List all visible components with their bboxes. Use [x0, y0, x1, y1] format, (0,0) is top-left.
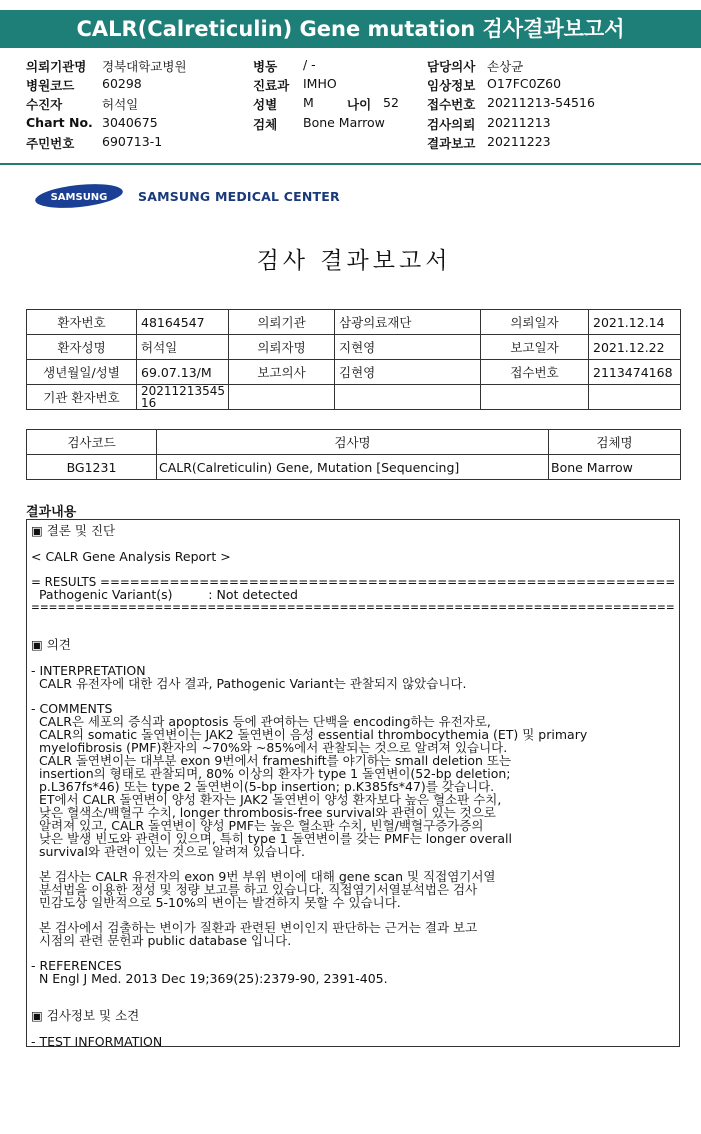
result-line: 분석법을 이용한 정성 및 정량 보고를 하고 있습니다. 직접염기서열분석법은 검사 [31, 882, 478, 897]
header-label: 수진자 [26, 97, 63, 112]
header-value: 20211213 [487, 115, 551, 130]
header-label: 진료과 [253, 78, 290, 93]
table-cell [481, 385, 589, 410]
report-title: 검사 결과보고서 [256, 248, 452, 274]
table-cell: 의뢰기관 [229, 310, 335, 335]
table-cell: Bone Marrow [549, 455, 681, 480]
samsung-logo [34, 183, 124, 209]
table-row [27, 430, 681, 455]
result-line: - TEST INFORMATION [31, 1034, 163, 1049]
patient-info-table [26, 309, 681, 410]
table-cell: 지현영 [335, 335, 481, 360]
table-row [27, 385, 681, 410]
header-label: 검사의뢰 [427, 117, 476, 132]
table-cell: CALR(Calreticulin) Gene, Mutation [Sequencing] [157, 455, 549, 480]
result-line: ========================================================================= [31, 599, 675, 614]
center-name: SAMSUNG MEDICAL CENTER [138, 189, 340, 204]
table-cell: 의뢰자명 [229, 335, 335, 360]
result-line: ET에서 CALR 돌연변이 양성 환자는 JAK2 돌연변이 양성 환자보다 높은 혈소판 수치, [31, 792, 502, 807]
result-line: 본 검사는 CALR 유전자의 exon 9번 부위 변이에 대해 gene scan 및 직접염기서열 [31, 869, 496, 884]
table-cell: 환자성명 [27, 335, 137, 360]
table-cell: 기관 환자번호 [27, 385, 137, 410]
result-line: survival와 관련이 있는 것으로 알려져 있습니다. [31, 844, 305, 859]
table-cell: 생년월일/성별 [27, 360, 137, 385]
svg-text:SAMSUNG: SAMSUNG [50, 192, 108, 203]
result-line: insertion의 형태로 관찰되며, 80% 이상의 환자가 type 1 돌연변이(52-bp deletion; [31, 766, 511, 781]
result-line: 본 검사에서 검출하는 변이가 질환과 관련된 변이인지 판단하는 근거는 결과 보고 [31, 920, 478, 935]
header-value: / - [303, 57, 316, 72]
header-label: 나이 [347, 97, 372, 112]
result-line: CALR 유전자에 대한 검사 결과, Pathogenic Variant는 관찰되지 않았습니다. [31, 676, 467, 691]
result-line: 낮은 발생 빈도와 관련이 있으며, 특히 type 1 돌연변이를 갖는 PMF는 longer overall [31, 831, 513, 846]
header-value: M [303, 95, 314, 110]
result-line: CALR의 somatic 돌연변이는 JAK2 돌연변이 음성 essential thrombocythemia (ET) 및 primary [31, 727, 588, 742]
result-line: CALR 돌연변이는 대부분 exon 9번에서 frameshift를 야기하는 small deletion 또는 [31, 753, 512, 768]
table-cell [589, 385, 681, 410]
result-line: myelofibrosis (PMF)환자의 ~70%와 ~85%에서 관찰되는 것으로 알려져 있습니다. [31, 740, 508, 755]
table-row [27, 360, 681, 385]
result-line: - COMMENTS [31, 701, 113, 716]
table-row [27, 455, 681, 480]
result-line: CALR은 세포의 증식과 apoptosis 등에 관여하는 단백을 encoding하는 유전자로, [31, 714, 491, 729]
header-value: 20211223 [487, 134, 551, 149]
result-line: ▣ 검사정보 및 소견 [31, 1008, 140, 1023]
table-cell: 김현영 [335, 360, 481, 385]
header-value: 3040675 [102, 115, 158, 130]
table-cell: 접수번호 [481, 360, 589, 385]
report-page [18, 165, 690, 1105]
result-line: - REFERENCES [31, 958, 122, 973]
table-cell: 2021.12.22 [589, 335, 681, 360]
table-cell: 69.07.13/M [137, 360, 229, 385]
header-label: 주민번호 [26, 136, 75, 151]
header-value: 허석일 [102, 97, 139, 112]
table-cell: 2021.12.14 [589, 310, 681, 335]
table-row [27, 310, 681, 335]
header-value: 20211213-54516 [487, 95, 595, 110]
header-value: IMHO [303, 76, 337, 91]
institution-patient-no: 16 [141, 396, 157, 410]
table-cell: 보고일자 [481, 335, 589, 360]
table-cell [335, 385, 481, 410]
test-info-table [26, 429, 681, 480]
table-cell: 48164547 [137, 310, 229, 335]
table-cell [229, 385, 335, 410]
header-label: 검체 [253, 117, 278, 132]
institution-patient-no: 20211213545 [141, 384, 225, 398]
result-line: 알려져 있고, CALR 돌연변이 양성 PMF는 높은 혈소판 수치, 빈혈/백혈구증가증의 [31, 818, 484, 833]
table-header: 검사코드 [27, 430, 157, 455]
result-line: < CALR Gene Analysis Report > [31, 549, 231, 564]
result-content-box [26, 519, 680, 1047]
header-label: 담당의사 [427, 59, 476, 74]
header-label: Chart No. [26, 115, 93, 130]
header-value: 경북대학교병원 [102, 59, 187, 74]
header-value: 손상균 [487, 59, 524, 74]
result-line: - INTERPRETATION [31, 663, 146, 678]
header-label: 결과보고 [427, 136, 476, 151]
table-cell: 보고의사 [229, 360, 335, 385]
header-label: 임상정보 [427, 78, 476, 93]
order-header [0, 55, 701, 163]
table-row [27, 335, 681, 360]
header-value: 690713-1 [102, 134, 163, 149]
result-line: 시점의 관련 문헌과 public database 입니다. [31, 933, 292, 948]
result-line: Pathogenic Variant(s) : Not detected [31, 587, 298, 602]
result-line: ▣ 의견 [31, 637, 71, 652]
header-label: 의뢰기관명 [26, 59, 87, 74]
header-value: 52 [383, 95, 399, 110]
header-value: 60298 [102, 76, 142, 91]
table-cell: BG1231 [27, 455, 157, 480]
result-line: 민감도상 일반적으로 5-10%의 변이는 발견하지 못할 수 있습니다. [31, 895, 401, 910]
table-cell: 의뢰일자 [481, 310, 589, 335]
result-line: N Engl J Med. 2013 Dec 19;369(25):2379-90, 2391-405. [31, 971, 388, 986]
table-cell: 2113474168 [589, 360, 681, 385]
result-line: p.L367fs*46) 또는 type 2 돌연변이(5-bp insertion; p.K385fs*47)를 갖습니다. [31, 779, 495, 794]
result-line: ▣ 결론 및 진단 [31, 523, 116, 538]
table-cell [137, 385, 229, 410]
report-banner-title: CALR(Calreticulin) Gene mutation 검사결과보고서 [0, 10, 701, 48]
header-value: O17FC0Z60 [487, 76, 562, 91]
table-header: 검사명 [157, 430, 549, 455]
table-header: 검체명 [549, 430, 681, 455]
header-label: 성별 [253, 97, 278, 112]
table-cell: 삼광의료재단 [335, 310, 481, 335]
header-value: Bone Marrow [303, 115, 385, 130]
result-section-label: 결과내용 [26, 505, 77, 520]
table-cell: 환자번호 [27, 310, 137, 335]
result-line: 낮은 혈색소/백혈구 수치, longer thrombosis-free survival와 관련이 있는 것으로 [31, 805, 496, 820]
table-cell: 허석일 [137, 335, 229, 360]
header-label: 병원코드 [26, 78, 75, 93]
header-label: 병동 [253, 59, 278, 74]
result-line: = RESULTS ========================================================== [31, 574, 676, 589]
header-label: 접수번호 [427, 97, 476, 112]
